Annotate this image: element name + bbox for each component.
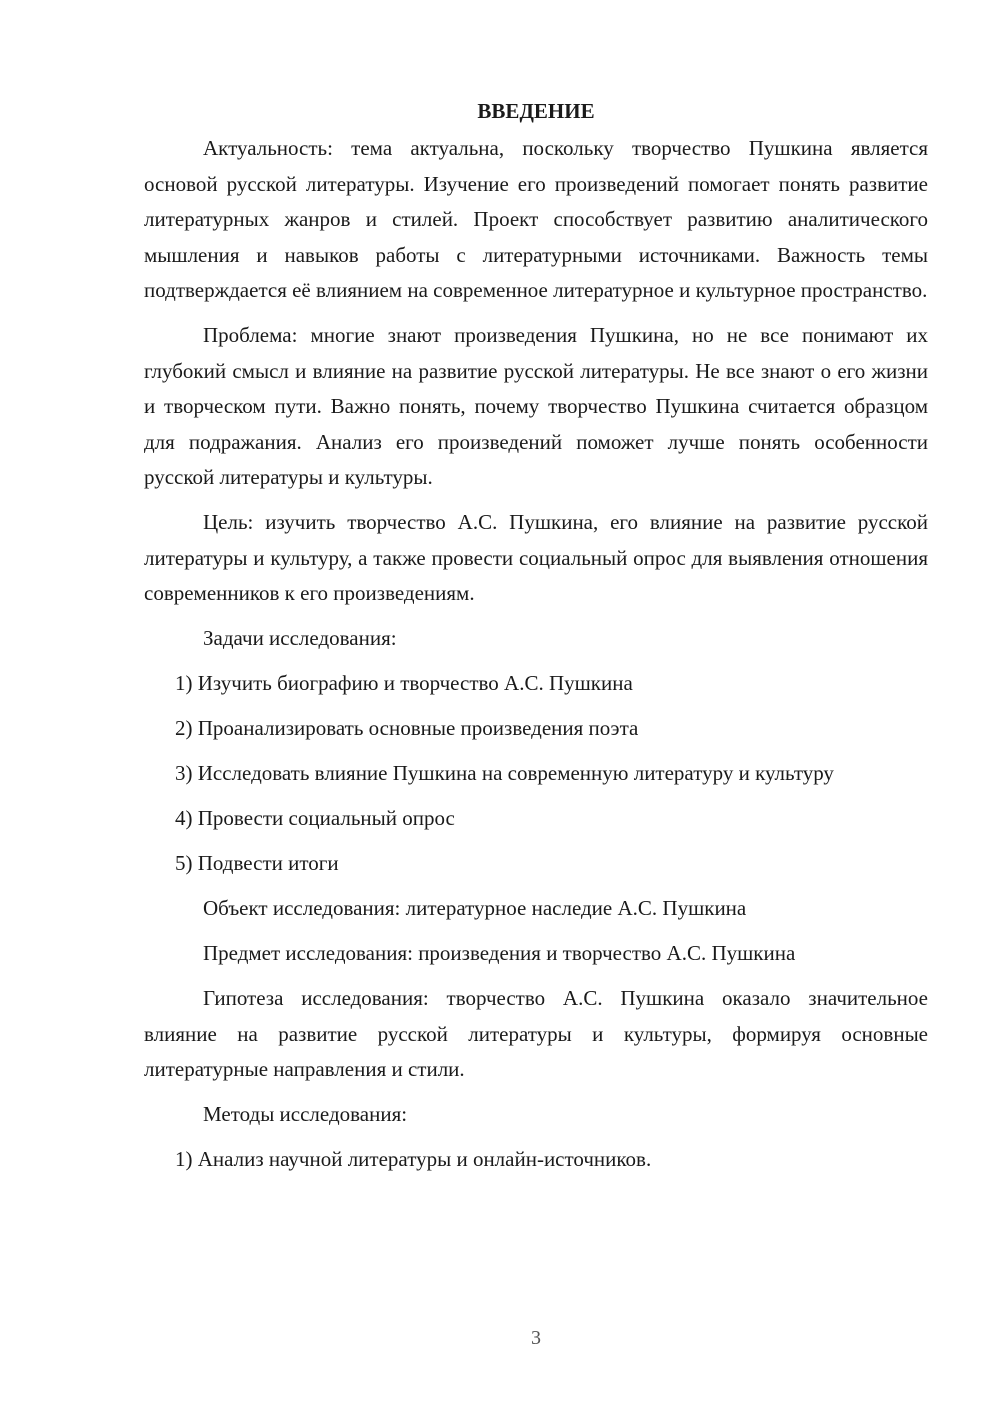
section-title: ВВЕДЕНИЕ — [477, 99, 595, 123]
subject-paragraph: Предмет исследования: произведения и творчество А.С. Пушкина — [203, 941, 796, 965]
task-item: 1) Изучить биографию и творчество А.С. Пушкина — [175, 671, 633, 695]
relevance-paragraph: Актуальность: тема актуальна, поскольку творчество Пушкина является основой русской литературы. Изучение его произведений помогает понять развитие литературных жанров и стилей. Проект способствует развитию аналитического мышления и навыков работы с литературными источниками. Важность темы подтверждается её влиянием на современное литературное и культурное пространство. — [144, 136, 928, 302]
page-number: 3 — [531, 1327, 541, 1349]
task-item: 5) Подвести итоги — [175, 851, 339, 875]
goal-paragraph: Цель: изучить творчество А.С. Пушкина, его влияние на развитие русской литературы и культуру, а также провести социальный опрос для выявления отношения современников к его произведениям. — [144, 510, 928, 605]
methods-heading: Методы исследования: — [203, 1102, 408, 1126]
task-item: 4) Провести социальный опрос — [175, 806, 455, 830]
hypothesis-paragraph: Гипотеза исследования: творчество А.С. Пушкина оказало значительное влияние на развитие русской литературы и культуры, формируя основные литературные направления и стили. — [144, 986, 928, 1081]
problem-paragraph: Проблема: многие знают произведения Пушкина, но не все понимают их глубокий смысл и влияние на развитие русской литературы. Не все знают о его жизни и творческом пути. Важно понять, почему творчество Пушкина считается образцом для подражания. Анализ его произведений поможет лучше понять особенности русской литературы и культуры. — [144, 323, 928, 489]
object-paragraph: Объект исследования: литературное наследие А.С. Пушкина — [203, 896, 747, 920]
document-body — [144, 94, 928, 1187]
task-item: 2) Проанализировать основные произведения поэта — [175, 716, 639, 740]
task-item: 3) Исследовать влияние Пушкина на современную литературу и культуру — [175, 761, 834, 785]
method-item: 1) Анализ научной литературы и онлайн-источников. — [175, 1147, 652, 1171]
tasks-heading: Задачи исследования: — [203, 626, 397, 650]
